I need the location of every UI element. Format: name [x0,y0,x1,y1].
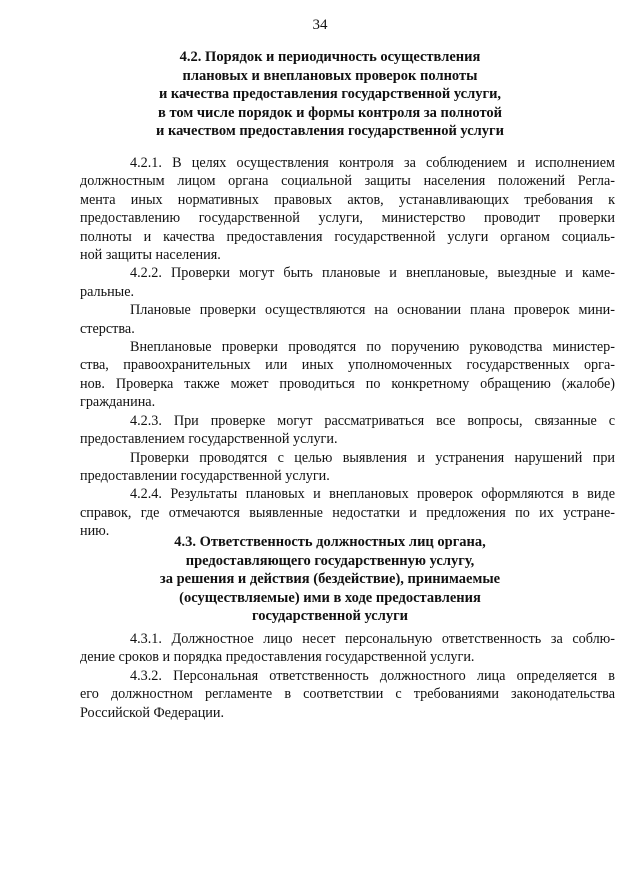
paragraph-line: предоставлении государственной услуги. [80,467,330,484]
paragraph-line: Плановые проверки осуществляются на основании плана проверок мини- [130,302,615,319]
paragraph-line: мента иных нормативных правовых актов, устанавливающих требования к [80,191,615,208]
paragraph-line: Внеплановые проверки проводятся по поручению руководства министер- [130,339,615,356]
section-4-3-body [80,630,615,722]
page-number: 34 [312,17,328,33]
paragraph-line: дение сроков и порядка предоставления государственной услуги. [80,649,475,666]
heading-line: и качеством предоставления государственной услуги [156,123,504,139]
paragraph-line: ной защиты населения. [80,247,221,264]
paragraph-line: 4.2.3. При проверке могут рассматриваться все вопросы, связанные с [130,412,615,429]
paragraph-line: справок, где отмечаются выявленные недостатки и предложения по их устране- [80,504,615,521]
paragraph-line: его должностном регламенте в соответствии с требованиями законодательства [80,686,615,703]
paragraph-line: ральные. [80,283,135,300]
paragraph [80,264,615,301]
paragraph-line: Проверки проводятся с целью выявления и устранения нарушений при [130,449,615,466]
section-4-3-heading [100,533,560,626]
paragraph-line: предоставлению государственной услуги, министерство проводит проверки [80,210,615,227]
paragraph-line: 4.2.1. В целях осуществления контроля за соблюдением и исполнением [130,155,615,171]
paragraph-line: Российской Федерации. [80,704,225,721]
section-4-2-body [80,154,615,541]
paragraph-line: стерства. [80,320,135,337]
paragraph-line: 4.2.4. Результаты плановых и внеплановых проверок оформляются в виде [130,486,615,503]
paragraph-line: полноты и качества предоставления государственной услуги органом социаль- [80,228,615,245]
paragraph-line: нию. [80,523,110,540]
paragraph-line: ства, правоохранительных или иных уполномоченных государственных орга- [80,357,615,374]
paragraph [80,154,615,264]
heading-line: государственной услуги [251,608,409,624]
paragraph [80,630,615,667]
section-4-2-heading [100,48,560,141]
paragraph-line: предоставлением государственной услуги. [80,431,338,448]
heading-line: 4.2. Порядок и периодичность осуществления [179,49,481,65]
heading-line: за решения и действия (бездействие), принимаемые [159,571,501,587]
heading-line: в том числе порядок и формы контроля за полнотой [157,104,503,121]
heading-line: предоставляющего государственную услугу, [185,552,475,569]
heading-line: 4.3. Ответственность должностных лиц органа, [174,534,486,550]
paragraph-line: 4.3.1. Должностное лицо несет персональную ответственность за соблю- [130,631,615,647]
paragraph [80,412,615,449]
heading-line: плановых и внеплановых проверок полноты [182,67,478,84]
paragraph [80,301,615,338]
paragraph [80,449,615,486]
paragraph [80,338,615,412]
heading-line: (осуществляемые) ими в ходе предоставления [179,589,481,606]
paragraph-line: гражданина. [80,394,156,411]
paragraph-line: 4.3.2. Персональная ответственность должностного лица определяется в [130,667,615,684]
paragraph [80,667,615,722]
paragraph-line: 4.2.2. Проверки могут быть плановые и внеплановые, выездные и каме- [130,265,615,282]
paragraph-line: нов. Проверка также может проводиться по конкретному обращению (жалобе) [80,375,615,392]
heading-line: и качества предоставления государственной услуги, [158,86,502,102]
paragraph-line: должностным лицом органа социальной защиты населения положений Регла- [80,173,615,190]
